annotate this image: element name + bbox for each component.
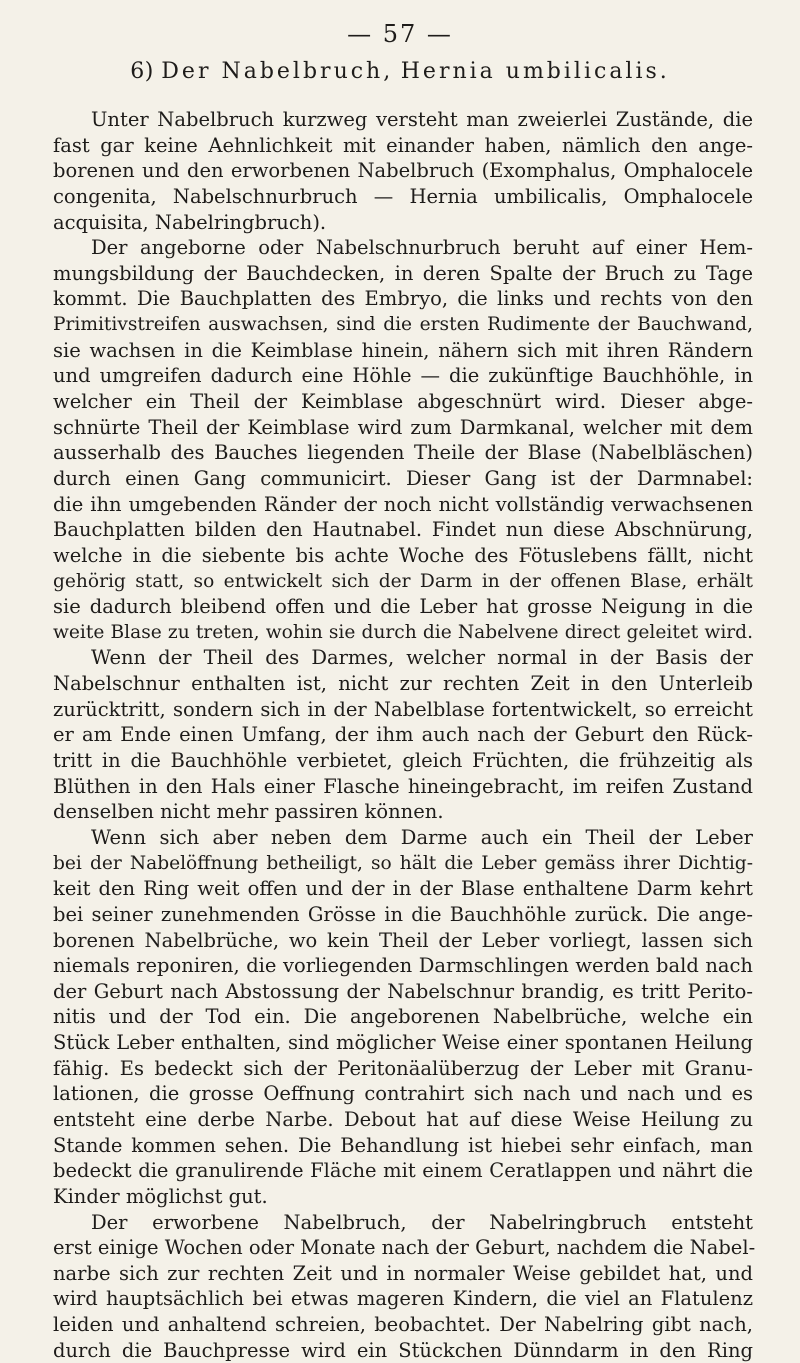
- section-number: 6): [130, 59, 154, 84]
- text-line: Stück Leber enthalten, sind möglicher Weise einer spontanen Heilung: [53, 1031, 753, 1055]
- text-line: durch die Bauchpresse wird ein Stückchen Dünndarm in den Ring: [53, 1338, 753, 1362]
- text-line: fast gar keine Aehnlichkeit mit einander haben, nämlich den ange-: [53, 133, 753, 157]
- text-line: bei seiner zunehmenden Grösse in die Bauchhöhle zurück. Die ange-: [53, 902, 753, 926]
- section-heading: [0, 59, 800, 84]
- text-line: Kinder möglichst gut.: [53, 1184, 268, 1208]
- text-line: sie wachsen in die Keimblase hinein, nähern sich mit ihren Rändern: [53, 338, 753, 362]
- text-line: die ihn umgebenden Ränder der noch nicht vollständig verwachsenen: [53, 492, 753, 516]
- text-line: nitis und der Tod ein. Die angeborenen Nabelbrüche, welche ein: [53, 1005, 753, 1029]
- text-line: gehörig statt, so entwickelt sich der Darm in der offenen Blase, erhält: [53, 570, 753, 592]
- text-line: schnürte Theil der Keimblase wird zum Darmkanal, welcher mit dem: [53, 415, 753, 439]
- text-line: und umgreifen dadurch eine Höhle — die zukünftige Bauchhöhle, in: [53, 364, 753, 388]
- text-line: Der erworbene Nabelbruch, der Nabelringbruch entsteht: [91, 1210, 753, 1234]
- text-line: Bauchplatten bilden den Hautnabel. Findet nun diese Abschnürung,: [53, 518, 753, 542]
- text-line: niemals reponiren, die vorliegenden Darmschlingen werden bald nach: [53, 954, 753, 978]
- text-line: tritt in die Bauchhöhle verbietet, gleich Früchten, die frühzeitig als: [53, 749, 753, 773]
- text-line: zurücktritt, sondern sich in der Nabelblase fortentwickelt, so erreicht: [53, 697, 753, 721]
- text-line: ausserhalb des Bauches liegenden Theile der Blase (Nabelbläschen): [53, 441, 753, 465]
- text-line: sie dadurch bleibend offen und die Leber hat grosse Neigung in die: [53, 595, 753, 619]
- text-line: borenen Nabelbrüche, wo kein Theil der Leber vorliegt, lassen sich: [53, 928, 753, 952]
- text-line: congenita, Nabelschnurbruch — Hernia umbilicalis, Omphalocele: [53, 184, 753, 208]
- page-number: — 57 —: [347, 20, 453, 48]
- text-line: kommt. Die Bauchplatten des Embryo, die links und rechts von den: [53, 287, 753, 311]
- text-line: erst einige Wochen oder Monate nach der Geburt, nachdem die Nabel-: [53, 1236, 756, 1260]
- text-line: leiden und anhaltend schreien, beobachtet. Der Nabelring gibt nach,: [53, 1313, 753, 1337]
- text-line: keit den Ring weit offen und der in der Blase enthaltene Darm kehrt: [53, 877, 753, 901]
- text-line: mungsbildung der Bauchdecken, in deren Spalte der Bruch zu Tage: [53, 261, 753, 285]
- text-line: fähig. Es bedeckt sich der Peritonäalüberzug der Leber mit Granu-: [53, 1056, 753, 1080]
- text-line: bei der Nabelöffnung betheiligt, so hält die Leber gemäss ihrer Dichtig-: [53, 852, 753, 874]
- text-line: Wenn der Theil des Darmes, welcher normal in der Basis der: [91, 646, 753, 670]
- text-line: lationen, die grosse Oeffnung contrahirt sich nach und nach und es: [53, 1082, 753, 1106]
- text-line: welche in die siebente bis achte Woche des Fötuslebens fällt, nicht: [53, 543, 753, 567]
- text-line: wird hauptsächlich bei etwas mageren Kindern, die viel an Flatulenz: [53, 1287, 753, 1311]
- text-line: Wenn sich aber neben dem Darme auch ein Theil der Leber: [91, 825, 753, 849]
- text-line: weite Blase zu treten, wohin sie durch die Nabelvene direct geleitet wird.: [53, 621, 753, 643]
- text-line: borenen und den erworbenen Nabelbruch (Exomphalus, Omphalocele: [53, 159, 753, 183]
- text-line: entsteht eine derbe Narbe. Debout hat auf diese Weise Heilung zu: [53, 1107, 753, 1131]
- text-line: Nabelschnur enthalten ist, nicht zur rechten Zeit in den Unterleib: [53, 672, 753, 696]
- section-title-latin: Hernia umbilicalis.: [400, 59, 670, 84]
- section-title-german: Der Nabelbruch,: [161, 59, 394, 84]
- text-line: Der angeborne oder Nabelschnurbruch beruht auf einer Hem-: [91, 236, 753, 260]
- text-line: Blüthen in den Hals einer Flasche hineingebracht, im reifen Zustand: [53, 774, 753, 798]
- text-line: er am Ende einen Umfang, der ihm auch nach der Geburt den Rück-: [53, 723, 753, 747]
- text-line: narbe sich zur rechten Zeit und in normaler Weise gebildet hat, und: [53, 1261, 753, 1285]
- text-line: Primitivstreifen auswachsen, sind die ersten Rudimente der Bauchwand,: [53, 314, 753, 336]
- text-line: durch einen Gang communicirt. Dieser Gang ist der Darmnabel:: [53, 466, 753, 490]
- text-line: welcher ein Theil der Keimblase abgeschnürt wird. Dieser abge-: [53, 390, 753, 414]
- text-line: denselben nicht mehr passiren können.: [53, 800, 444, 824]
- text-line: acquisita, Nabelringbruch).: [53, 210, 327, 234]
- text-line: bedeckt die granulirende Fläche mit einem Ceratlappen und nährt die: [53, 1159, 753, 1183]
- body-text: [53, 107, 756, 1363]
- text-line: Unter Nabelbruch kurzweg versteht man zweierlei Zustände, die: [91, 108, 753, 131]
- text-line: Stande kommen sehen. Die Behandlung ist hiebei sehr einfach, man: [53, 1133, 753, 1157]
- text-line: der Geburt nach Abstossung der Nabelschnur brandig, es tritt Perito-: [53, 979, 753, 1003]
